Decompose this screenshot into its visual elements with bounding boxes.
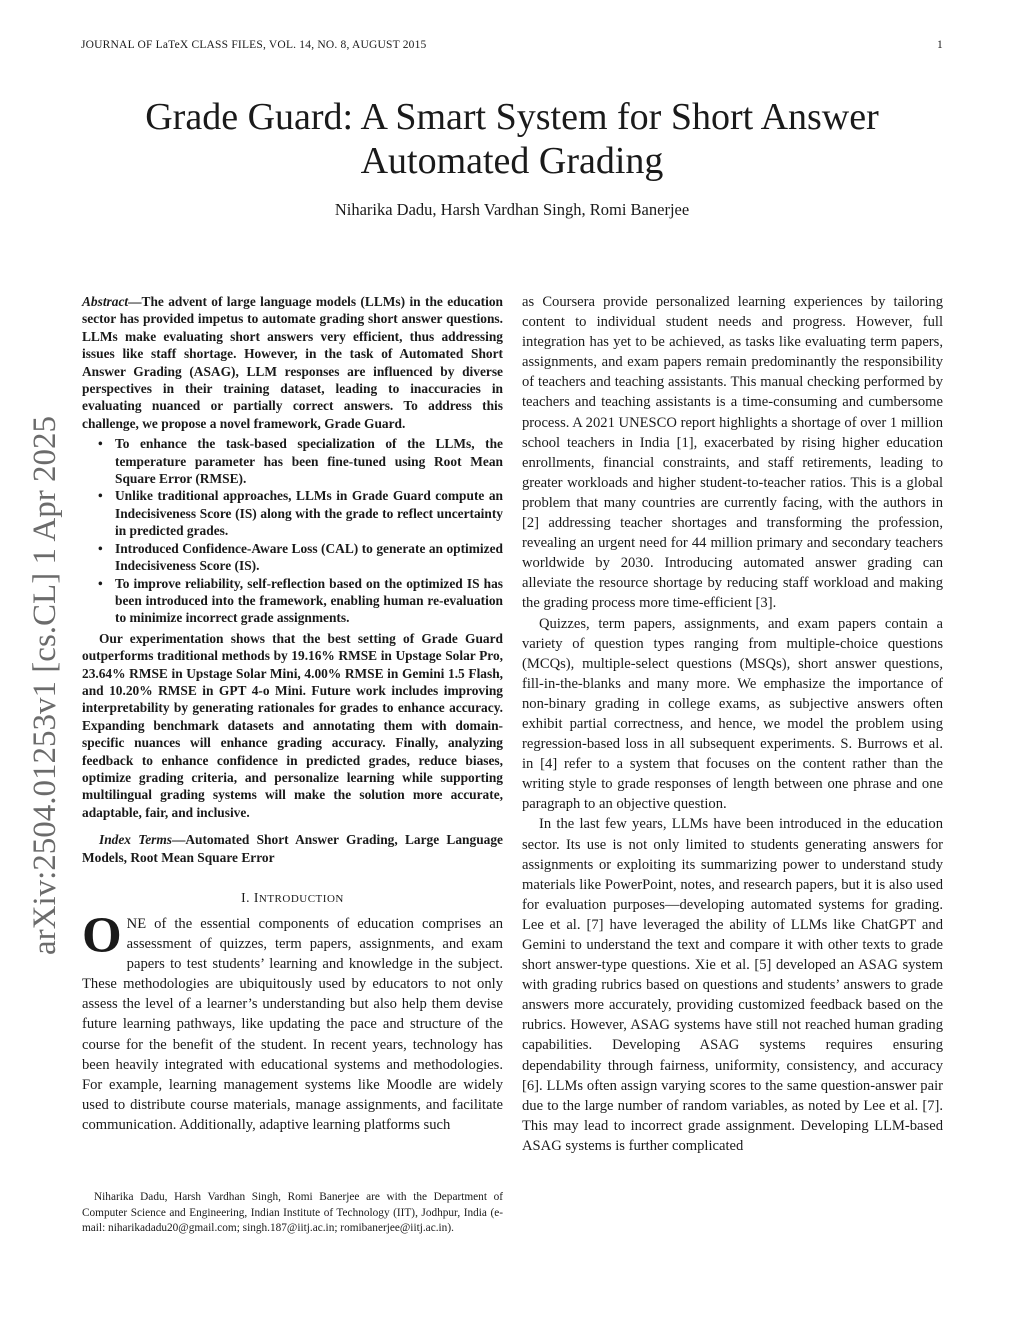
contribution-item: • Unlike traditional approaches, LLMs in Grade Guard compute an Indecisiveness Score (IS) along with the grade to reflect uncertainty in predicted grades.: [115, 487, 503, 539]
section-heading-introduction: [82, 890, 503, 906]
body-paragraph: In the last few years, LLMs have been introduced in the education sector. Its use is not only limited to students generating answers for assignments or exploiting its summarizing power to understand study materials like PowerPoint, notes, and research papers, but it is also used for evaluation purposes—developing automated systems for grading. Lee et al. [7] have leveraged the ability of LLMs like ChatGPT and Gemini to understand the text and compare it with other texts to grade short answer-type questions. Xie et al. [5] developed an ASAG system with grading rubrics based on questions and students’ answers to grade answers more accurately, providing customized feedback based on the rubrics. However, ASAG systems have still not reached human grading capabilities. Developing ASAG systems requires ensuring dependability through fairness, uniformity, consistency, and accuracy [6]. LLMs often assign varying scores to the same question-answer pair due to the large number of random variables, as noted by Lee et al. [7]. This may lead to incorrect grade assignment. Developing LLM-based ASAG systems is further complicated: [522, 816, 943, 1154]
author-list: Niharika Dadu, Harsh Vardhan Singh, Romi Banerjee: [334, 200, 690, 219]
intro-paragraph: [82, 908, 503, 1135]
intro-paragraph-text: NE of the essential components of education comprises an assessment of quizzes, term papers, assignments, and exam papers to test students’ learning and knowledge in the subject. These methodologies are ubiquitously used by educators to not only assess the level of a learner’s understanding but also help them devise future learning pathways, like updating the pace and structure of the course for the benefit of the student. In recent years, technology has been heavily integrated with educational systems and methodologies. For example, learning management systems like Moodle are widely used to distribute course materials, manage assignments, and facilitate communication. Additionally, adaptive learning platforms such: [82, 916, 503, 1133]
index-terms-text: —Automated Short Answer Grading, Large Language Models, Root Mean Square Error: [82, 832, 503, 865]
left-column: [82, 293, 503, 1135]
abstract-label: Abstract: [82, 294, 129, 309]
drop-cap: O: [82, 908, 122, 964]
contribution-item: • To enhance the task-based specialization of the LLMs, the temperature parameter has been fine-tuned using Root Mean Square Error (RMSE).: [115, 435, 503, 487]
right-column: [522, 292, 943, 1156]
author-footnote: Niharika Dadu, Harsh Vardhan Singh, Romi Banerjee are with the Department of Computer Science and Engineering, Indian Institute of Technology (IIT), Jodhpur, India (e-mail: niharikadadu20@gmail.com; singh.187@iitj.ac.in; romibanerjee@iitj.ac.in).: [82, 1191, 503, 1235]
body-paragraph: as Coursera provide personalized learning experiences by tailoring content to individual student needs and progress. However, full integration has yet to be achieved, as tasks like evaluating term papers, assignments, and exam papers remain predominantly the responsibility of teachers and teaching assistants. This manual checking performed by teachers and teaching assistants is a time-consuming and cumbersome process. A 2021 UNESCO report highlights a shortage of over 1 million school teachers in India [1], exacerbated by rising higher education enrollments, financial constraints, and staff retirements, leading to greater workloads and higher student-to-teacher ratios. This is a global problem that many countries are currently facing, with the authors in [2] addressing teacher shortages and transforming the profession, revealing an urgent need for 44 million primary and secondary teachers worldwide by 2030. Introducing automated answer grading can alleviate the resource shortage by reducing staff workload and making the grading process more time-efficient [3].: [522, 294, 943, 612]
contribution-item: • To improve reliability, self-reflection based on the optimized IS has been introduced into the framework, enabling human re-evaluation to minimize incorrect grade assignments.: [115, 575, 503, 627]
running-header: [81, 39, 943, 57]
index-terms-label: Index Terms: [99, 832, 172, 848]
section-name: NTRODUCTION: [258, 893, 344, 905]
abstract-results: Our experimentation shows that the best setting of Grade Guard outperforms traditional methods by 19.16% RMSE in Upstage Solar Pro, 23.64% RMSE in Upstage Solar Mini, 4.00% RMSE in Gemini 1.5 Flash, and 10.20% RMSE in GPT 4-o Mini. Future work includes improving interpretability by generating rationales for grades to enhance accuracy. Expanding benchmark datasets and annotating them with domain-specific nuances will enhance grading accuracy. Finally, analyzing feedback to enhance confidence in predicted grades, reduce biases, optimize grading criteria, and personalize learning while supporting multilingual grading systems will make the solution more accurate, adaptable, fair, and inclusive.: [82, 630, 503, 820]
contribution-item: • Introduced Confidence-Aware Loss (CAL) to generate an optimized Indecisiveness Score (IS).: [115, 540, 503, 575]
page-number: 1: [937, 39, 943, 51]
section-numeral: I. I: [241, 890, 259, 905]
body-paragraph: Quizzes, term papers, assignments, and exam papers contain a variety of question types ranging from multiple-choice questions (MCQs), multiple-select questions (MSQs), short answer questions, fill-in-the-blanks and many more. We emphasize the importance of non-binary grading in college exams, as subjective answers often exhibit partial correctness, and hence, we model the problem using regression-based loss in all subsequent experiments. S. Burrows et al. in [4] refer to a system that focuses on the content rather than the writing style to grade responses of length between one phrase and one paragraph to an objective question.: [522, 615, 943, 813]
abstract-intro: [82, 293, 503, 432]
index-terms: [82, 831, 503, 866]
abstract-intro-text: —The advent of large language models (LLMs) in the education sector has provided impetus to automate grading short answer questions. LLMs make evaluating short answers very efficient, thus addressing issues like staff shortage. However, in the task of Automated Short Answer Grading (ASAG), LLM responses are influenced by diverse perspectives in their training dataset, leading to inaccuracies in evaluating nuanced or partially correct answers. To address this challenge, we propose a novel framework, Grade Guard.: [82, 294, 503, 431]
journal-header: JOURNAL OF LaTeX CLASS FILES, VOL. 14, NO. 8, AUGUST 2015: [81, 39, 427, 51]
arxiv-identifier[interactable]: arXiv:2504.01253v1 [cs.CL] 1 Apr 2025: [27, 416, 63, 955]
paper-title: Grade Guard: A Smart System for Short Answer Automated Grading: [145, 96, 879, 182]
contribution-list: [82, 435, 503, 626]
